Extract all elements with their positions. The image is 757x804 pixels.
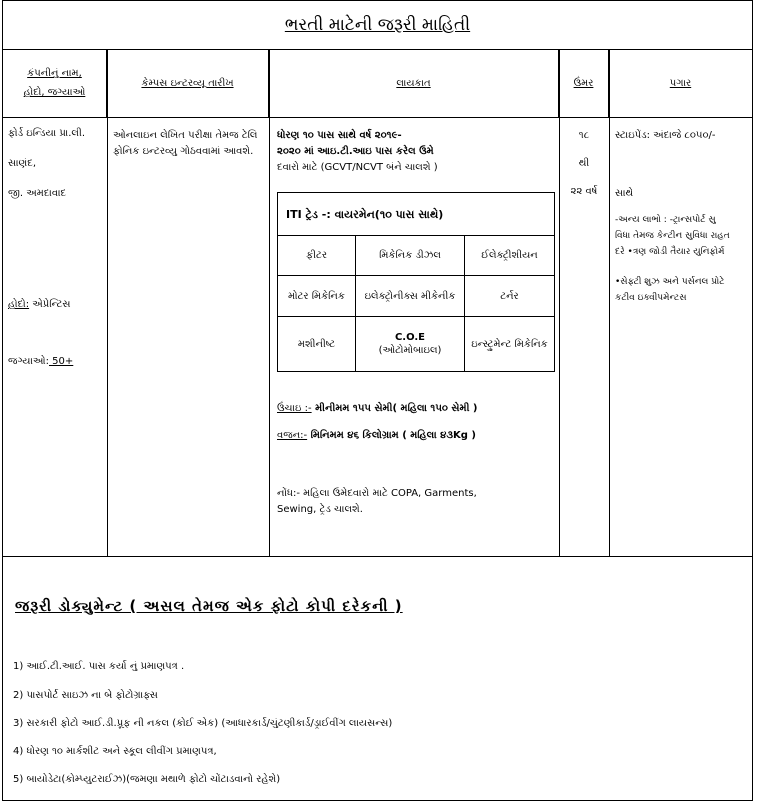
title-text: ભરતી માટેની જરૂરી માહિતી (284, 15, 471, 35)
company-vacancy (8, 355, 73, 369)
trade-cell: મોટર મિકેનિક (288, 290, 345, 302)
age-to: ૨૨ વર્ષ (570, 186, 598, 197)
company-district: જી. અમદાવાદ (8, 188, 67, 199)
weight-value: મિનિમમ ૪૬ કિલોગ્રામ ( મહિલા ૪૩Kg ) (307, 430, 476, 441)
document-item: 5) બાયોડેટા(કોમ્પ્યુટરાઈઝ)(જમણા મથાળે ફોટો ચોંટાડવાનો રહેશે) (13, 774, 281, 785)
column-divider (559, 49, 560, 556)
salary-benefits-line3: દરે •ત્રણ જોડી તૈયાર યુનિફોર્મ (615, 247, 725, 257)
qualification-line3: દવારો માટે (GCVT/NCVT બંને ચાલશે ) (277, 162, 438, 173)
column-divider (107, 49, 108, 556)
column-divider (269, 49, 270, 556)
column-divider (609, 49, 610, 556)
trade-cell: મશીનીષ્ટ (297, 338, 336, 350)
header-divider (3, 117, 752, 118)
weight-requirement (277, 429, 476, 443)
company-city: સાણંદ, (8, 158, 37, 169)
note-line1: નોંધ:- મહિલા ઉમેદવારો માટે COPA, Garments, (277, 488, 477, 499)
trade-cell: ઇન્સ્ટ્રુમેન્ટ મિકેનિક (471, 338, 548, 350)
document-frame (2, 0, 753, 801)
salary-stipend: સ્ટાઇપેંડ: અંદાજે ૮૦૫૦/- (615, 130, 716, 141)
header-interview-date (107, 49, 269, 117)
trade-coe-line2: (ઓટોમોબાઇલ) (378, 345, 442, 356)
page-title (3, 1, 752, 50)
table-bottom-border (3, 556, 752, 557)
qualification-line2: ૨૦૨૦ માં આઇ.ટી.આઇ પાસ કરેલ ઉમે (277, 146, 434, 157)
salary-safety-line1: •સેફ્ટી શુઝ અને પર્સનલ પ્રોટે (615, 277, 725, 287)
document-item: 4) ધોરણ ૧૦ માર્કશીટ અને સ્કૂલ લીવીંગ પ્રમાણપત્ર, (13, 746, 217, 757)
document-item: 2) પાસપોર્ટ સાઇઝ ના બે ફોટોગ્રાફ્સ (13, 690, 158, 701)
trade-cell: ટર્નર (500, 290, 519, 302)
header-age (559, 49, 609, 117)
post-label: હોદો: (8, 299, 30, 310)
header-salary (609, 49, 752, 117)
trade-cell-coe (356, 317, 464, 371)
header-age-text: ઉંમર (573, 77, 594, 89)
trade-cell: ફીટર (306, 250, 327, 261)
height-requirement (277, 402, 477, 416)
vacancy-label: જગ્યાઓ: (8, 356, 49, 367)
documents-title: જરૂરી ડોક્યુમેન્ટ ( અસલ તેમજ એક ફોટો કોપી દરેકની ) (15, 597, 403, 615)
header-company-line2: હોદો, જગ્યાઓ (23, 87, 86, 98)
age-to-word: થી (578, 158, 590, 169)
qualification-line1: ધોરણ ૧૦ પાસ સાથે વર્ષ ૨૦૧૯- (277, 130, 402, 141)
header-company (3, 49, 107, 117)
trade-coe-line1: C.O.E (394, 332, 426, 343)
header-company-line1: કંપનીનું નામ, (27, 68, 82, 79)
salary-benefits-line2: વિધા તેમજ કેન્ટીન સુવિધા રાહત (615, 231, 730, 241)
header-qualification-text: લાયકાત (396, 77, 431, 89)
height-label: ઉંચાઇ :- (277, 403, 312, 414)
interview-line1: ઓનલાઇન લેખિત પરીક્ષા તેમજ ટેલિ (113, 130, 258, 141)
document-item: 1) આઈ.ટી.આઈ. પાસ કર્યા નું પ્રમાણપત્ર . (13, 661, 185, 672)
trade-table (277, 192, 555, 372)
trade-cell: ઈલેક્ટ્રીશીયન (481, 250, 538, 261)
salary-safety-line2: કટીવ ઇક્વીપમેન્ટસ (615, 293, 687, 303)
salary-with: સાથે (615, 188, 634, 199)
vacancy-value: 50+ (48, 356, 74, 367)
document-item: 3) સરકારી ફોટો આઈ.ડી.પ્રૂફ ની નકલ (કોઈ એક) (આધારકાર્ડ/ચુંટણીકાર્ડ/ડ્રાઈવીંગ લાયસન્સ) (13, 718, 393, 729)
note-line2: Sewing, ટ્રેડ ચાલશે. (277, 504, 363, 515)
trade-cell: ઇલેક્ટ્રોનીક્સ મીકેનીક (364, 290, 456, 302)
post-value: એપ્રેન્ટિસ (29, 299, 71, 310)
header-interview-text: કેમ્પસ ઇન્ટરવ્યૂ તારીખ (141, 77, 234, 89)
salary-benefits-line1: -અન્ય લાભો : -ટ્રાન્સપોર્ટ સુ (615, 215, 716, 225)
interview-line2: ફોનિક ઇન્ટરવ્યુ ગોઠવવામાં આવશે. (113, 146, 254, 157)
trade-header: ITI ટ્રેડ -: વાયરમેન(૧૦ પાસ સાથે) (286, 207, 444, 221)
weight-label: વજન:- (277, 430, 308, 441)
header-qualification (269, 49, 559, 117)
trade-cell: મિકેનિક ડીઝલ (379, 250, 441, 261)
age-from: ૧૮ (578, 130, 590, 141)
height-value: મીનીમમ ૧૫૫ સેમી( મહિલા ૧૫૦ સેમી ) (311, 403, 478, 414)
header-salary-text: પગાર (669, 77, 692, 89)
company-post (8, 298, 71, 312)
company-name: ફોર્ડ ઇન્ડિયા પ્રા.લી. (8, 128, 86, 139)
